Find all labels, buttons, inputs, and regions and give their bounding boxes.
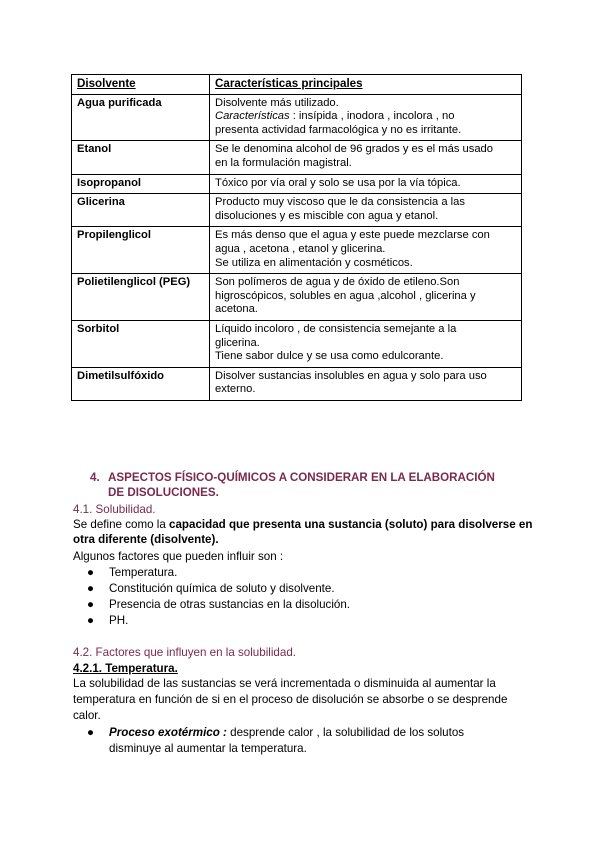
bullet-body	[109, 725, 533, 741]
table-row	[72, 367, 522, 400]
solvent-name: Propilenglicol	[72, 227, 210, 274]
description-line: Disolver sustancias insolubles en agua y solo para uso	[215, 369, 487, 382]
solubility-definition	[73, 517, 533, 547]
section-number: 4.	[90, 471, 100, 484]
description-line: agua , acetona , etanol y glicerina.	[215, 242, 386, 255]
factors-intro: Algunos factores que pueden influir son :	[73, 550, 284, 563]
description-line: Son polímeros de agua y de óxido de etileno.Son	[215, 276, 460, 289]
table-row	[72, 274, 522, 321]
description-line: externo.	[215, 383, 256, 396]
description-line: higroscópicos, solubles en agua ,alcohol , glicerina y	[215, 289, 476, 302]
solvent-name: Glicerina	[72, 194, 210, 227]
solvent-name: Agua purificada	[72, 94, 210, 141]
bullet-text: desprende calor , la solubilidad de los solutos	[226, 726, 465, 739]
bullet-icon: ●	[87, 582, 95, 595]
solvent-description	[210, 194, 522, 227]
description-line: en la formulación magistral.	[215, 156, 352, 169]
table-row	[72, 227, 522, 274]
description-line: Se utiliza en alimentación y cosméticos.	[215, 256, 413, 269]
solvent-description	[210, 94, 522, 141]
solvent-name: Polietilenglicol (PEG)	[72, 274, 210, 321]
description-line: presenta actividad farmacológica y no es irritante.	[215, 123, 462, 136]
subsection-4-2-1-title: 4.2.1. Temperatura.	[73, 662, 178, 675]
list-item-text: Temperatura.	[109, 566, 178, 579]
bullet-icon: ●	[87, 566, 95, 579]
table-row	[72, 141, 522, 174]
column-header-characteristics: Características principales	[210, 75, 522, 95]
solvent-description	[210, 367, 522, 400]
solvent-description	[210, 141, 522, 174]
table-row	[72, 194, 522, 227]
temperature-paragraph: La solubilidad de las sustancias se verá incrementada o disminuida al aumentar la temperatura en función de si en el proceso de disolución se absorbe o se desprende calor.	[73, 677, 508, 722]
list-item-text: Presencia de otras sustancias en la disolución.	[109, 598, 351, 611]
solvents-table	[71, 74, 522, 401]
subsection-4-2-title: 4.2. Factores que influyen en la solubilidad.	[73, 646, 296, 659]
exothermic-bullet	[73, 725, 533, 757]
section-4-heading	[90, 470, 530, 500]
list-item-text: PH.	[109, 614, 129, 627]
bullet-bold-label: Proceso exotérmico :	[109, 726, 227, 739]
list-item-text: Constitución química de soluto y disolvente.	[109, 582, 335, 595]
definition-bold: capacidad que presenta una sustancia (soluto) para disolverse en otra diferente (disolvente).	[73, 518, 533, 547]
description-line: disoluciones y es miscible con agua y etanol.	[215, 209, 439, 222]
description-line: glicerina.	[215, 336, 260, 349]
description-line: Producto muy viscoso que le da consistencia a las	[215, 196, 465, 209]
description-line: Tóxico por vía oral y solo se usa por la vía tópica.	[215, 176, 461, 189]
section-title-line: ASPECTOS FÍSICO-QUÍMICOS A CONSIDERAR EN LA ELABORACIÓN	[108, 471, 495, 484]
solvent-description	[210, 274, 522, 321]
description-line: acetona.	[215, 303, 258, 316]
bullet-text-line: disminuye al aumentar la temperatura.	[109, 742, 307, 755]
solvent-name: Isopropanol	[72, 174, 210, 194]
bullet-icon: ●	[87, 598, 95, 611]
solvent-name: Etanol	[72, 141, 210, 174]
description-text: : insípida , inodora , incolora , no	[289, 110, 455, 123]
definition-text: Se define como la	[73, 518, 170, 531]
table-row	[72, 174, 522, 194]
column-header-solvent: Disolvente	[72, 75, 210, 95]
description-line: Es más denso que el agua y este puede mezclarse con	[215, 229, 490, 242]
solvent-name: Sorbitol	[72, 320, 210, 367]
solvent-description	[210, 227, 522, 274]
section-title-line: DE DISOLUCIONES.	[108, 486, 219, 499]
description-line	[215, 110, 516, 124]
table-row	[72, 94, 522, 141]
italic-label: Características	[215, 110, 290, 123]
table-row	[72, 320, 522, 367]
subsection-4-1-title: 4.1. Solubilidad.	[73, 503, 156, 516]
bullet-icon: ●	[87, 726, 95, 739]
solvent-description	[210, 320, 522, 367]
solvent-description	[210, 174, 522, 194]
description-line: Líquido incoloro , de consistencia semejante a la	[215, 322, 457, 335]
description-line: Tiene sabor dulce y se usa como edulcorante.	[215, 350, 444, 363]
factors-list	[73, 565, 350, 629]
list-item	[73, 613, 350, 629]
table-header-row	[72, 75, 522, 95]
description-line: Se le denomina alcohol de 96 grados y es el más usado	[215, 143, 493, 156]
bullet-icon: ●	[87, 614, 95, 627]
description-line: Disolvente más utilizado.	[215, 96, 339, 109]
solvent-name: Dimetilsulfóxido	[72, 367, 210, 400]
list-item	[73, 581, 350, 597]
list-item	[73, 597, 350, 613]
list-item	[73, 565, 350, 581]
